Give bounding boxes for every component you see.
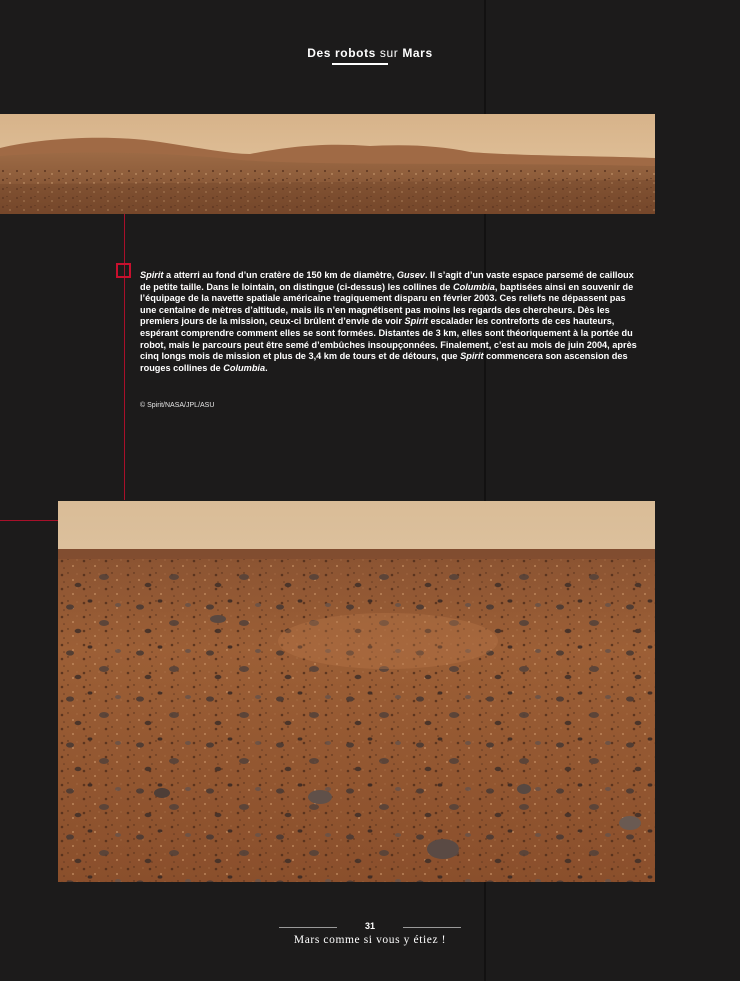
article-paragraph bbox=[140, 270, 640, 374]
red-guide-line-vertical bbox=[124, 214, 125, 500]
article-italic-run: Gusev bbox=[396, 270, 425, 280]
article-text-run: , baptisées ainsi en souvenir de l’équipage de la navette spatiale américaine tragiquement disparu en février 2003. Ces reliefs ne dépassent pas une centaine de mètres d’altitude, mais ils n’en magnétisent pas moins les regards des chercheurs. Dès les premiers jours de la mission, ceux-ci brûlent d’envie de voir bbox=[140, 281, 634, 327]
landscape-photo bbox=[58, 501, 655, 882]
article-text-run: escalader les contreforts de ces hauteurs, espérant comprendre comment elles se sont formées. Distantes de 3 km, elles sont théoriquement à la portée du robot, mais le parcours peut être semé d’embûches insoupçonnées. Finalement, c’est au mois de juin 2004, après cinq longs mois de mission et plus de 3,4 km de tours et de détours, que bbox=[140, 316, 637, 362]
header-title-part3: Mars bbox=[402, 46, 433, 60]
article-italic-run: Spirit bbox=[404, 316, 428, 327]
panorama-photo bbox=[0, 114, 655, 214]
article-italic-run: Columbia bbox=[452, 281, 495, 292]
page-number: 31 bbox=[364, 921, 375, 931]
photo-credit: © Spirit/NASA/JPL/ASU bbox=[140, 402, 215, 409]
article-text-run: commencera son ascension des rouges collines de bbox=[140, 351, 628, 373]
article-text-run: a atterri au fond d’un cratère de 150 km de diamètre, bbox=[163, 270, 397, 280]
header-title-part2: sur bbox=[379, 46, 399, 60]
header-underline bbox=[332, 63, 388, 65]
article-italic-run: Columbia bbox=[223, 362, 266, 373]
article-text-run: . bbox=[265, 362, 268, 373]
header-title-part1: Des robots bbox=[307, 46, 376, 60]
footer-rule-left bbox=[279, 927, 337, 928]
page-header bbox=[0, 46, 740, 60]
red-square-marker bbox=[116, 263, 131, 278]
article-italic-run: Spirit bbox=[140, 270, 164, 280]
red-guide-line-horizontal bbox=[0, 520, 58, 521]
article-text-run: . Il s’agit d’un vaste espace parsemé de cailloux de petite taille. Dans le lointain, on distingue (ci-dessus) les collines de bbox=[140, 270, 634, 292]
article-italic-run: Spirit bbox=[460, 351, 484, 362]
footer-rule-right bbox=[403, 927, 461, 928]
footer-title: Mars comme si vous y étiez ! bbox=[293, 934, 447, 946]
